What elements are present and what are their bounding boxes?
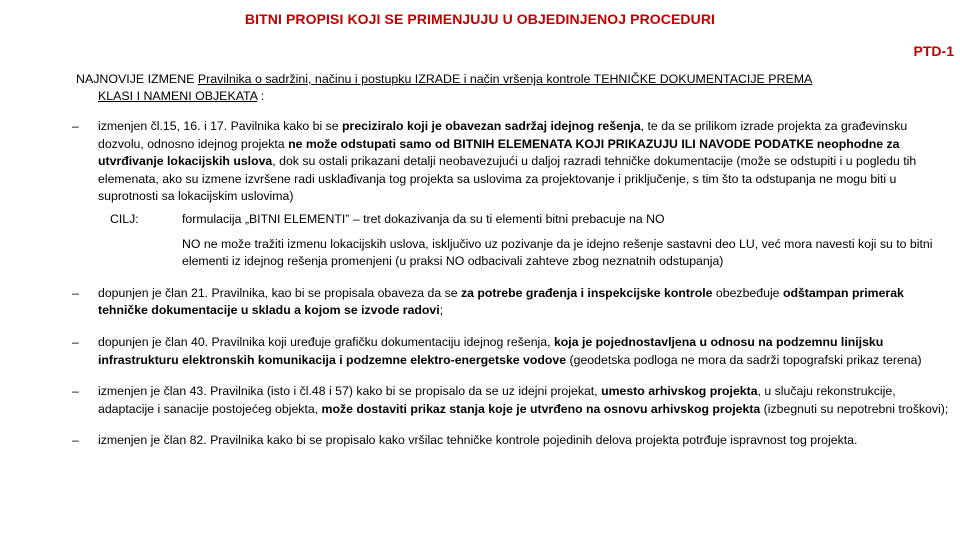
item-text: , te da se prilikom izrade projekta za građevinsku dozvolu, odnosno idejnog projekta — [98, 119, 908, 151]
item-text: (geodetska podloga ne mora da sadrži topografski prikaz terena) — [566, 352, 922, 367]
dash-bullet: – — [72, 433, 79, 448]
list-item — [72, 118, 952, 271]
list-item — [72, 383, 952, 418]
goal-label: CILJ: — [110, 211, 139, 226]
dash-bullet: – — [72, 334, 79, 349]
item-bold: odštampan primerak tehničke dokumentacije u skladu a kojom se izvode radovi — [98, 285, 904, 318]
list-item — [72, 334, 952, 369]
goal-paragraph: NO ne može tražiti izmenu lokacijskih uslova, isključivo uz pozivanje da je idejno rešenje sastavni deo LU, već mora navesti koji su to bitni elementi iz idejnog rešenja promenjeni (u praksi NO odbacivali zahteve zbog neznatnih odstupanja) — [182, 236, 933, 269]
list-item — [72, 285, 952, 320]
intro-heading — [76, 71, 936, 105]
dash-bullet: – — [72, 285, 79, 300]
dash-bullet: – — [72, 384, 79, 399]
item-text: izmenjen je član 43. Pravilnika (isto i čl.48 i 57) kako bi se propisalo da se uz idejni projekat, — [98, 384, 602, 399]
item-text: obezbeđuje — [712, 285, 783, 300]
intro-suffix: : — [257, 89, 265, 103]
item-text: izmenjen je član 82. Pravilnika kako bi se propisalo kako vršilac tehničke kontrole pojedinih delova projekta potrđuje ispravnost tog projekta. — [98, 433, 858, 448]
item-bold: preciziralo koji je obavezan sadržaj idejnog rešenja — [342, 119, 641, 133]
item-text: izmenjen čl.15, 16. i 17. Pavilnika kako bi se — [98, 119, 343, 133]
item-bold: koja je pojednostavljena u odnosu na podzemnu linijsku infrastrukturu elektronskih komunikacija i podzemne elektro-energetske vodove — [98, 334, 884, 367]
goal-paragraph: formulacija „BITNI ELEMENTI” – tret dokazivanja da su ti elementi bitni prebacuje na NO — [182, 211, 665, 226]
dash-bullet: – — [72, 119, 79, 133]
document-code: PTD-1 — [913, 43, 954, 59]
item-text: dopunjen je član 21. Pravilnika, kao bi se propisala obaveza da se — [98, 285, 461, 300]
list-item — [72, 432, 952, 450]
intro-underlined-2: KLASI I NAMENI OBJEKATA — [98, 89, 258, 103]
item-text: dopunjen je član 40. Pravilnika koji uređuje grafičku dokumentaciju idejnog rešenja, — [98, 334, 554, 349]
item-text: , u slučaju rekonstrukcije, adaptacije i sanacije postojećeg objekta, — [98, 384, 896, 416]
item-text: (izbegnuti su nepotrebni troškovi); — [760, 401, 949, 416]
item-bold: za potrebe građenja i inspekcijske kontrole — [461, 285, 713, 300]
amendments-list — [72, 118, 952, 464]
intro-underlined-1: Pravilnika o sadržini, načinu i postupku IZRADE i način vršenja kontrole TEHNIČKE DOKUMENTACIJE PREMA — [197, 72, 813, 86]
page-title: BITNI PROPISI KOJI SE PRIMENJUJU U OBJEDINJENOJ PROCEDURI — [244, 11, 716, 27]
item-bold: umesto arhivskog projekta — [601, 384, 758, 399]
item-bold: može dostaviti prikaz stanja koje je utvrđeno na osnovu arhivskog projekta — [321, 401, 761, 416]
intro-prefix: NAJNOVIJE IZMENE — [76, 72, 198, 86]
item-text: ; — [439, 303, 444, 318]
goal-block — [98, 211, 952, 271]
item-bold: ne može odstupati samo od BITNIH ELEMENATA KOJI PRIKAZUJU ILI NAVODE PODATKE neophodne za utvrđivanje lokacijskih uslova — [98, 136, 900, 169]
item-text: , dok su ostali prikazani detalji neobavezujući u daljoj razradi tehničke dokumentacije (može se odstupiti i u pogledu tih elemenata, ako su izmene izvršene radi usklađivanja tog projekta sa uslovima za projektovanje i priključenje, s tim što ta odstupanja ne mogu biti u suprotnosti sa lokacijskim uslovima) — [98, 154, 917, 204]
